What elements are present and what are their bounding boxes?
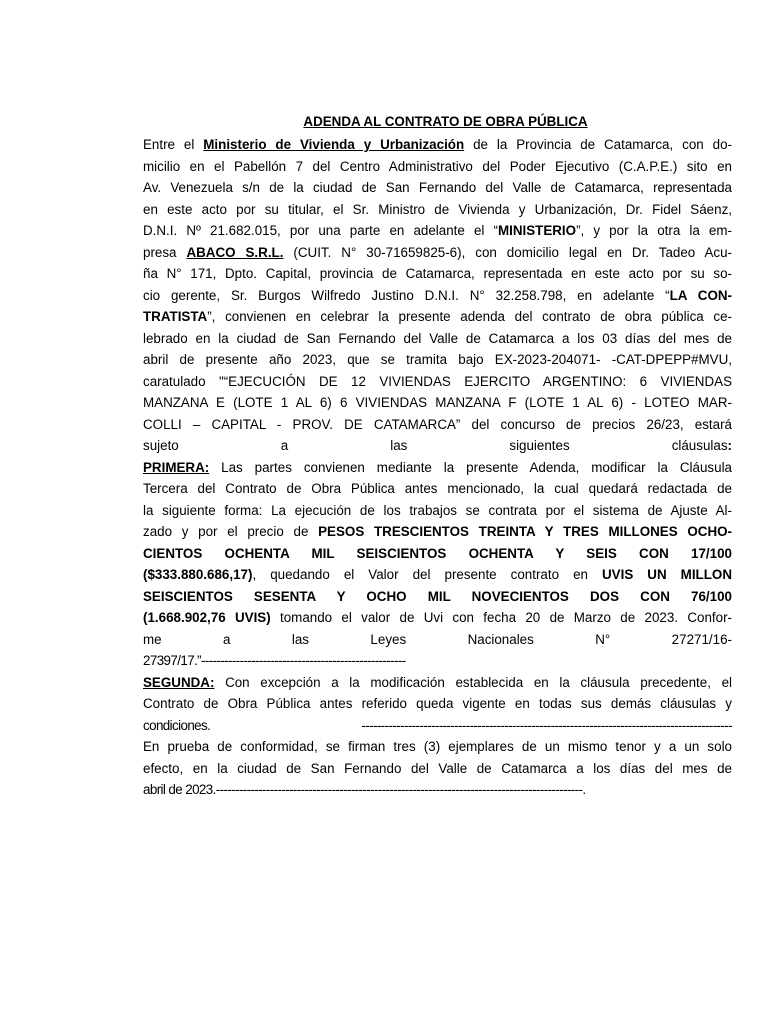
text-line [143, 349, 732, 371]
text-line [143, 564, 732, 586]
text-line [143, 220, 732, 242]
text-run: Entre el [143, 137, 204, 152]
text-run: la siguiente forma: La ejecución de los trabajos se contrata por el sistema de Ajuste Al- [143, 502, 732, 518]
text-line [143, 435, 732, 457]
text-line [143, 371, 732, 393]
bold-run: SEISCIENTOS SESENTA Y OCHO MIL NOVECIENTOS DOS CON 76/100 [143, 588, 732, 604]
text-line [143, 693, 732, 715]
text-line [143, 500, 732, 522]
emphasis-run: SEGUNDA: [143, 674, 215, 690]
text-line [143, 650, 732, 672]
text-line [143, 736, 732, 758]
text-line [143, 263, 732, 285]
text-line [143, 521, 732, 543]
text-line [143, 758, 732, 780]
emphasis-run: PRIMERA: [143, 459, 210, 475]
text-run: Contrato de Obra Pública antes referido queda vigente en todas sus demás cláusulas y [143, 696, 732, 711]
emphasis-run: ABACO S.R.L. [186, 244, 284, 260]
text-line [143, 629, 732, 651]
text-run: Con excepción a la modificación establecida en la cláusula precedente, el [214, 674, 732, 690]
text-run: Av. Venezuela s/n de la ciudad de San Fernando del Valle de Catamarca, representada [143, 180, 732, 195]
text-run: lebrado en la ciudad de San Fernando del Valle de Catamarca a los 03 días del mes de [143, 330, 732, 346]
text-run: abril de presente año 2023, que se tramita bajo EX-2023-204071- -CAT-DPEPP#MVU, [143, 352, 732, 367]
text-run: ña N° 171, Dpto. Capital, provincia de Catamarca, representada en este acto por su so- [143, 266, 732, 281]
bold-run: ($333.880.686,17) [143, 567, 253, 582]
text-run: Las partes convienen mediante la presente Adenda, modificar la Cláusula [209, 459, 732, 475]
text-line [143, 715, 732, 737]
text-line [143, 134, 732, 156]
text-run: ”, convienen en celebrar la presente adenda del contrato de obra pública ce- [207, 309, 732, 324]
text-line [143, 586, 732, 608]
bold-run: PESOS TRESCIENTOS TREINTA Y TRES MILLONES OCHO- [318, 524, 732, 539]
emphasis-run: Ministerio de Vivienda y Urbanización [203, 137, 465, 152]
bold-run: (1.668.902,76 UVIS) [143, 610, 271, 625]
text-line [143, 285, 732, 307]
text-line [143, 607, 732, 629]
text-run: En prueba de conformidad, se firman tres (3) ejemplares de un mismo tenor y a un solo [143, 739, 732, 754]
text-run: MANZANA E (LOTE 1 AL 6) 6 VIVIENDAS MANZANA F (LOTE 1 AL 6) - LOTEO MAR- [143, 395, 732, 410]
text-run: condiciones. ------------------------------------------------------------------------------------------------ [143, 717, 732, 733]
text-run: ”, y por la otra la em- [576, 223, 732, 238]
text-run: en este acto por su titular, el Sr. Ministro de Vivienda y Urbanización, Dr. Fidel Sáenz, [143, 201, 732, 217]
text-run: abril de 2023.-----------------------------------------------------------------------------------------------. [143, 782, 586, 797]
bold-run: MINISTERIO [497, 223, 577, 238]
bold-run: CIENTOS OCHENTA MIL SEISCIENTOS OCHENTA Y SEIS CON 17/100 [143, 545, 732, 561]
document-body [143, 134, 732, 801]
text-run: sujeto a las siguientes cláusulas [143, 438, 728, 453]
text-line [143, 328, 732, 350]
text-run: tomando el valor de Uvi con fecha 20 de Marzo de 2023. Confor- [270, 610, 732, 625]
text-line [143, 414, 732, 436]
text-line [143, 199, 732, 221]
text-line [143, 478, 732, 500]
text-run: presa [143, 244, 187, 260]
text-line [143, 156, 732, 178]
text-line [143, 457, 732, 479]
bold-run: LA CON- [669, 287, 732, 303]
text-run: micilio en el Pabellón 7 del Centro Administrativo del Poder Ejecutivo (C.A.P.E.) sito en [143, 158, 732, 174]
document-title: ADENDA AL CONTRATO DE OBRA PÚBLICA [303, 114, 588, 129]
text-run: Tercera del Contrato de Obra Pública antes mencionado, la cual quedará redactada de [143, 481, 732, 496]
bold-run: : [727, 438, 732, 453]
text-line [143, 242, 732, 264]
text-line [143, 543, 732, 565]
text-run: 27397/17.”----------------------------------------------------- [143, 653, 406, 668]
text-run: de la Provincia de Catamarca, con do- [464, 137, 732, 152]
text-run: zado y por el precio de [143, 524, 319, 539]
text-line [143, 177, 732, 199]
text-run: caratulado "“EJECUCIÓN DE 12 VIVIENDAS EJERCITO ARGENTINO: 6 VIVIENDAS [143, 373, 732, 389]
text-run: me a las Leyes Nacionales N° 27271/16- [143, 631, 732, 647]
text-line [143, 306, 732, 328]
text-line [143, 779, 732, 801]
bold-run: TRATISTA [143, 309, 208, 324]
bold-run: UVIS UN MILLON [602, 567, 732, 582]
text-run: D.N.I. Nº 21.682.015, por una parte en adelante el “ [143, 223, 498, 238]
document-page [143, 113, 732, 801]
text-run: efecto, en la ciudad de San Fernando del Valle de Catamarca a los días del mes de [143, 760, 732, 776]
text-line [143, 672, 732, 694]
text-line [143, 392, 732, 414]
text-run: cio gerente, Sr. Burgos Wilfredo Justino D.N.I. N° 32.258.798, en adelante “ [143, 287, 670, 303]
text-run: COLLI – CAPITAL - PROV. DE CATAMARCA” del concurso de precios 26/23, estará [143, 416, 732, 432]
text-run: (CUIT. N° 30-71659825-6), con domicilio legal en Dr. Tadeo Acu- [283, 244, 732, 260]
text-run: , quedando el Valor del presente contrato en [252, 567, 602, 582]
